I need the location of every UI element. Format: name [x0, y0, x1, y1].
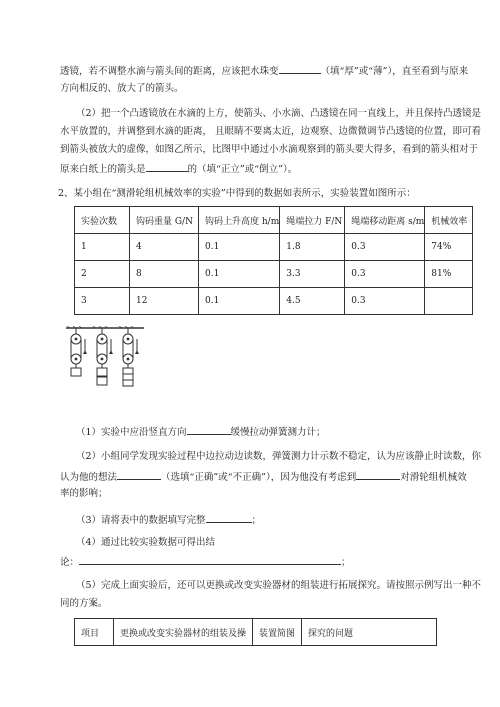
answer-blank[interactable] [356, 470, 400, 480]
plan-header: 项目 [75, 619, 114, 646]
intro-text: 透镜，若不调整水滴与箭头间的距离，应该把水珠变 [60, 66, 279, 77]
table-cell: 0.1 [199, 261, 280, 288]
data-table [74, 206, 473, 315]
table-cell: 3.3 [280, 261, 345, 288]
para2-text: 的（填“正立”或“倒立”）。 [187, 164, 298, 175]
table-header-row [75, 207, 473, 234]
sub-q3 [76, 513, 261, 527]
sub-q4-line-2 [60, 555, 351, 569]
sub-q1-text: 缓慢拉动弹簧测力计； [230, 427, 326, 438]
table-cell: 1 [75, 234, 130, 261]
table-cell: 0.3 [345, 234, 425, 261]
intro-text: （填“厚”或“薄”），直至看到与原来 [320, 66, 469, 77]
table-header: 钩码重量 G/N [130, 207, 199, 234]
plan-table [74, 618, 437, 646]
table-cell: 4 [130, 234, 199, 261]
table-cell: 0.3 [345, 261, 425, 288]
table-header: 绳端移动距离 s/m [345, 207, 425, 234]
table-cell: 0.1 [199, 288, 280, 315]
question-2-stem: 2、某小组在“测滑轮组机械效率的实验”中得到的数据如表所示，实验装置如图所示： [58, 188, 416, 199]
table-cell: 4.5 [280, 288, 345, 315]
table-header: 钩码上升高度 h/m [199, 207, 280, 234]
sub-q3-text: （3）请将表中的数据填写完整 [76, 515, 206, 526]
sub-q2-text: （选填“正确”或“不正确”），因为他没有考虑到 [161, 472, 357, 483]
intro-line-2: 方向相反的、放大了的箭头。 [60, 83, 184, 94]
sub-q2-text: 对滑轮组机械效 [400, 472, 467, 483]
para2-line-4 [60, 162, 297, 176]
sub-q4-text: ； [341, 557, 351, 568]
table-header: 实验次数 [75, 207, 130, 234]
answer-blank[interactable] [279, 64, 321, 74]
sub-q2-text: 认为他的想法 [60, 472, 118, 483]
table-cell: 0.3 [345, 288, 425, 315]
plan-header: 探究的问题 [302, 619, 437, 646]
sub-q4-text: 论： [60, 557, 80, 568]
answer-blank[interactable] [79, 555, 341, 565]
table-row [75, 234, 473, 261]
intro-line-1 [60, 64, 468, 78]
sub-q4-line-1: （4）通过比较实验数据可得出结 [76, 537, 216, 548]
sub-q1-text: （1）实验中应沿竖直方向 [76, 427, 187, 438]
answer-blank[interactable] [206, 513, 252, 523]
sub-q3-text: ； [251, 515, 262, 526]
table-cell: 1.8 [280, 234, 345, 261]
answer-blank[interactable] [117, 470, 161, 480]
plan-header: 更换或改变实验器材的组装及操 [114, 619, 253, 646]
sub-q5-line-2: 同的方案。 [60, 598, 108, 609]
para2-line-1: （2）把一个凸透镜放在水滴的上方，使箭头、小水滴、凸透镜在同一直线上，并且保持凸透镜是 [76, 108, 482, 119]
para2-line-3: 到箭头被放大的虚像，如图乙所示，比图甲中通过小水滴观察到的箭头要大得多，看到的箭头相对于 [60, 144, 479, 155]
table-cell: 3 [75, 288, 130, 315]
sub-q2-line-3: 率的影响； [60, 488, 108, 499]
table-cell: 8 [130, 261, 199, 288]
table-cell: 0.1 [199, 234, 280, 261]
table-cell: 74% [425, 234, 473, 261]
para2-line-2: 水平放置的，并调整到水滴的距离， 且眼睛不要离太近，边观察、边微微调节凸透镜的位置，即可看 [60, 126, 482, 137]
table-cell: 2 [75, 261, 130, 288]
pulley-diagram [66, 326, 146, 388]
table-header: 机械效率 [425, 207, 473, 234]
plan-header-row [75, 619, 437, 646]
answer-blank[interactable] [146, 162, 188, 172]
sub-q2-line-1: （2）小组同学发现实验过程中边拉动边读数，弹簧测力计示数不稳定，认为应该静止时读数，你 [76, 451, 482, 462]
sub-q1 [76, 425, 326, 439]
plan-header: 装置简图 [253, 619, 302, 646]
table-row [75, 261, 473, 288]
table-header: 绳端拉力 F/N [280, 207, 345, 234]
sub-q2-line-2 [60, 470, 467, 484]
answer-blank[interactable] [187, 425, 231, 435]
table-row [75, 288, 473, 315]
table-cell: 12 [130, 288, 199, 315]
table-cell-empty[interactable] [425, 288, 473, 315]
sub-q5-line-1: （5）完成上面实验后，还可以更换或改变实验器材的组装进行拓展探究。请按照示例写出一种不 [76, 580, 482, 591]
para2-text: 原来白纸上的箭头是 [60, 164, 146, 175]
table-cell: 81% [425, 261, 473, 288]
